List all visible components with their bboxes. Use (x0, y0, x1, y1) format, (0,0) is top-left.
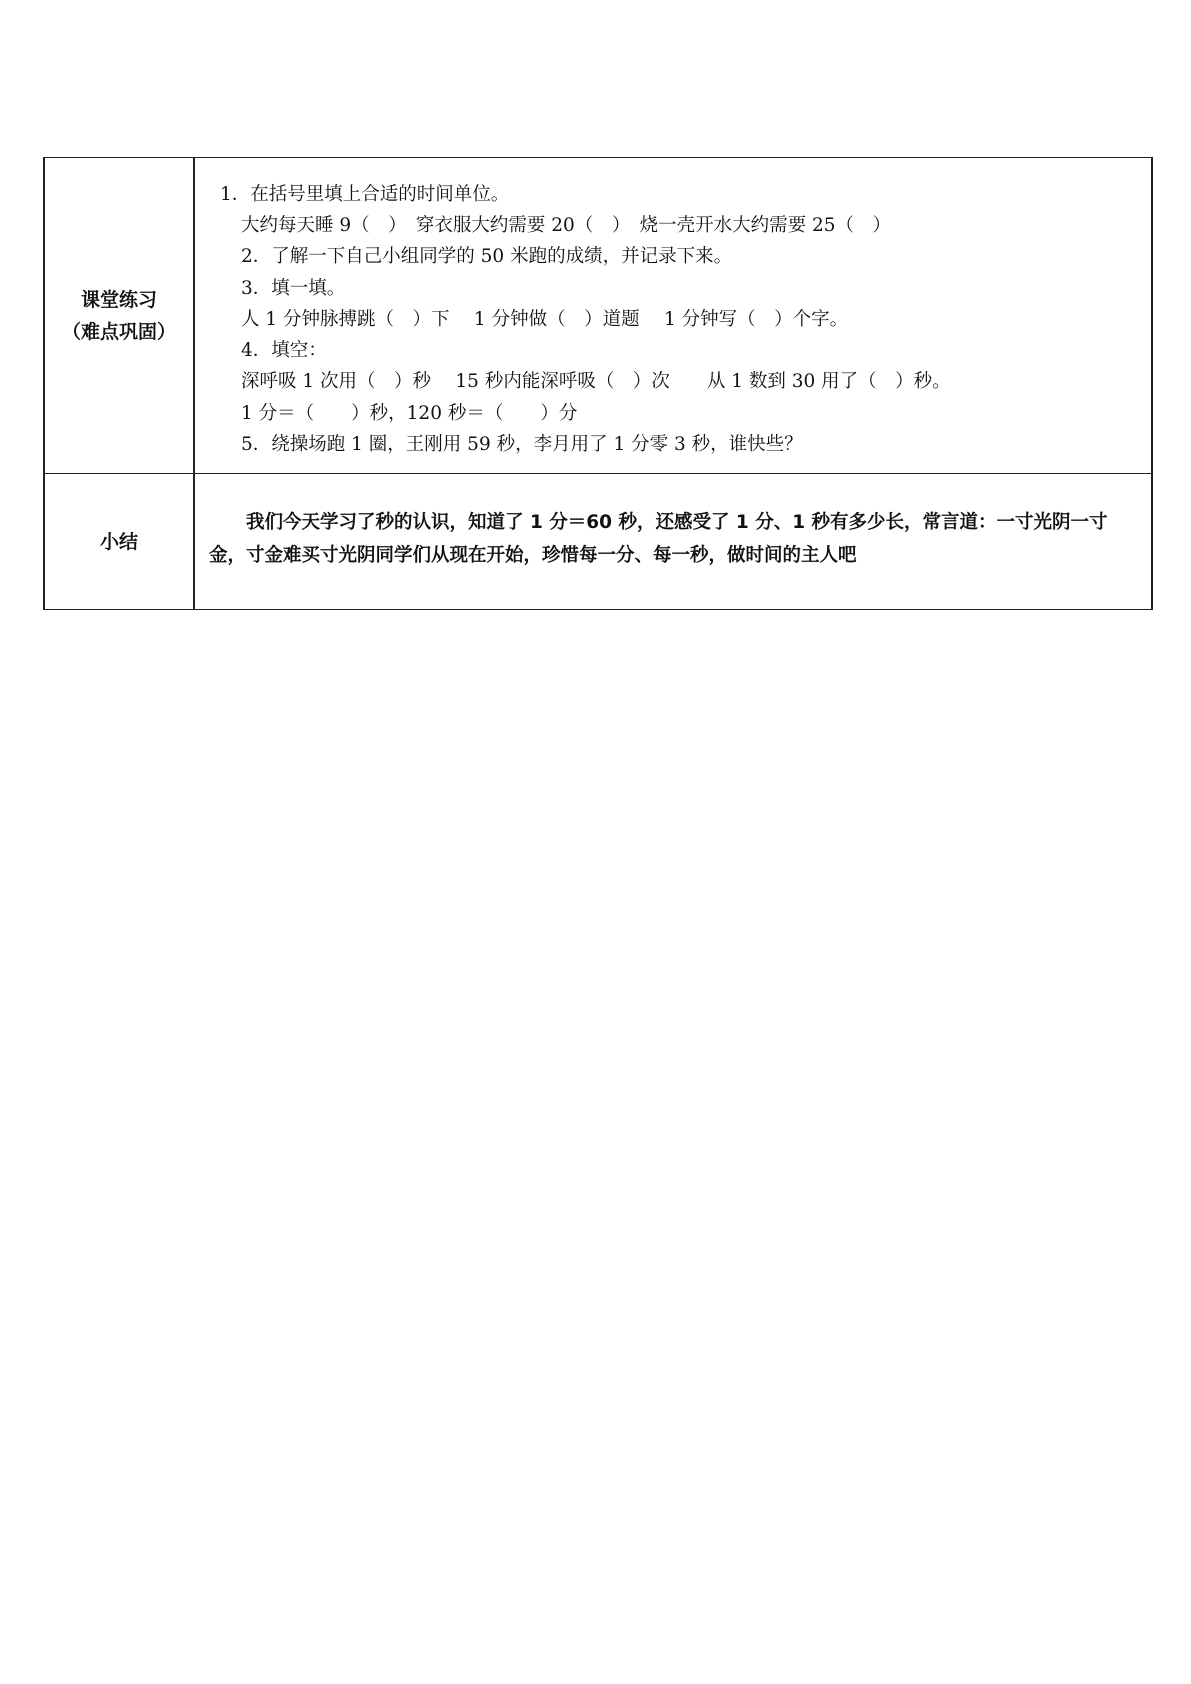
practice-label-cell (44, 158, 194, 474)
summary-text: 我们今天学习了秒的认识，知道了 1 分＝60 秒，还感受了 1 分、1 秒有多少长，常言道：一寸光阴一寸金，寸金难买寸光阴同学们从现在开始，珍惜每一分、每一秒，做时间的主人吧 (209, 511, 1108, 566)
exercise-line: 1．在括号里填上合适的时间单位。 (220, 184, 510, 206)
exercise-line: 2．了解一下自己小组同学的 50 米跑的成绩，并记录下来。 (241, 246, 733, 268)
exercise-line: 4．填空： (241, 340, 327, 362)
practice-exercises (195, 159, 1151, 472)
practice-label-line1: 课堂练习 (80, 288, 157, 311)
exercise-line: 3．填一填。 (241, 277, 346, 299)
summary-content-cell (194, 474, 1152, 610)
practice-content-cell (194, 158, 1152, 474)
summary-label-cell: 小结 (44, 474, 194, 610)
exercise-line: 1 分＝（ ）秒，120 秒＝（ ）分 (241, 402, 578, 424)
exercise-line: 人 1 分钟脉搏跳（ ）下 1 分钟做（ ）道题 1 分钟写（ ）个字。 (241, 308, 849, 330)
exercise-line: 大约每天睡 9（ ） 穿衣服大约需要 20（ ） 烧一壳开水大约需要 25（ ） (241, 215, 891, 237)
practice-label-line2: （难点巩固） (61, 320, 176, 343)
table-row-practice (44, 158, 1152, 474)
exercise-line: 深呼吸 1 次用（ ）秒 15 秒内能深呼吸（ ）次 从 1 数到 30 用了（ ）秒。 (241, 371, 951, 393)
exercise-line: 5．绕操场跑 1 圈，王刚用 59 秒，李月用了 1 分零 3 秒，谁快些？ (241, 433, 803, 455)
table-row-summary (44, 474, 1152, 610)
lesson-plan-table (43, 157, 1153, 610)
